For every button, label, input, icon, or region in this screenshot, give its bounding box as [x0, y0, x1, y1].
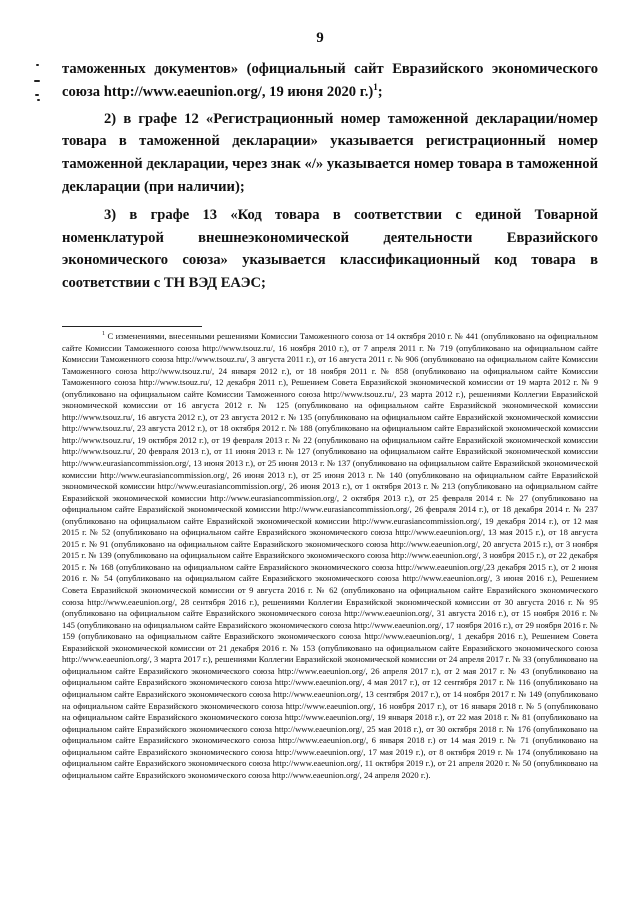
main-text: [62, 58, 598, 295]
footnote: [62, 331, 598, 781]
paragraph-continuation: [62, 58, 598, 104]
scan-artifact-mark: [34, 80, 40, 82]
scan-artifact-mark: [36, 64, 39, 66]
paragraph-end: ;: [377, 83, 383, 100]
scan-artifact-mark: [37, 99, 40, 101]
paragraph-item-2: 2) в графе 12 «Регистрационный номер таможенной декларации/номер товара в таможенной декларации» указывается регистрационный номер таможенной декларации, через знак «/» указывается номер товара в таможенной декларации (при наличии);: [62, 110, 598, 195]
footnote-reference[interactable]: 1: [373, 81, 378, 92]
paragraph-item-3: 3) в графе 13 «Код товара в соответствии с единой Товарной номенклатурой внешнеэкономической деятельности Евразийского экономического союза» указывается классификационный код товара в соответствии с ТН ВЭД ЕАЭС;: [62, 206, 598, 292]
footnote-marker: 1: [102, 331, 105, 338]
page-number: 9: [316, 30, 324, 46]
paragraph-text: таможенных документов» (официальный сайт Евразийского экономического союза http://www.eaeunion.org/, 19 июня 2020 г.): [62, 61, 598, 100]
footnote-text: С изменениями, внесенными решениями Комиссии Таможенного союза от 14 октября 2010 г. № 441 (опубликовано на официальном сайте Комиссии Таможенного союза http://www.tsouz.ru/, 16 ноября 2010 г.), от 7 апреля 2011 г. № 719 (опубликовано на официальном сайте Комиссии Таможенного союза http://www.tsouz.ru/, 3 августа 2011 г.), от 16 августа 2011 г. № 906 (опубликовано на официальном сайте Комиссии Таможенного союза http://www.tsouz.ru/, 24 января 2012 г.), от 18 ноября 2011 г. № 858 (опубликовано на официальном сайте Комиссии Таможенного союза http://www.tsouz.ru/, 12 декабря 2011 г.), Решением Совета Евразийской экономической комиссии от 19 марта 2012 г. № 9 (опубликовано на официальном сайте Комиссии Таможенного союза http://www.tsouz.ru/, 23 марта 2012 г.), решениями Коллегии Евразийской экономической комиссии от 16 августа 2012 г. № 125 (опубликовано на официальном сайте Евразийской экономической комиссии http://www.tsouz.ru/, 16 августа 2012 г.), от 23 августа 2012 г. № 135 (опубликовано на официальном сайте Евразийской экономической комиссии http://www.tsouz.ru/, 23 августа 2012 г.), от 18 октября 2012 г. № 188 (опубликовано на официальном сайте Евразийской экономической комиссии http://www.tsouz.ru/, 19 октября 2012 г.), от 19 февраля 2013 г. № 22 (опубликовано на официальном сайте Евразийской экономической комиссии http://www.tsouz.ru/, 20 февраля 2013 г.), от 11 июня 2013 г. № 127 (опубликовано на официальном сайте Евразийской экономической комиссии http://www.eurasiancommission.org/, 13 июня 2013 г.), от 25 июня 2013 г. № 137 (опубликовано на официальном сайте Евразийской экономической комиссии http://www.eurasiancommission.org/, 26 июня 2013 г.), от 25 июня 2013 г. № 140 (опубликовано на официальном сайте Евразийской экономической комиссии http://www.eurasiancommission.org/, 26 июня 2013 г.), от 1 октября 2013 г. № 213 (опубликовано на официальном сайте Евразийской экономической комиссии http://www.eurasiancommission.org/, 2 октября 2013 г.), от 25 февраля 2014 г. № 27 (опубликовано на официальном сайте Евразийской экономической комиссии http://www.eurasiancommission.org/, 26 февраля 2014 г.), от 18 декабря 2014 г. № 237 (опубликовано на официальном сайте Евразийской экономической комиссии http://www.eurasiancommission.org/, 19 декабря 2014 г.), от 12 мая 2015 г. № 52 (опубликовано на официальном сайте Евразийского экономического союза http://www.eaeunion.org/, 13 мая 2015 г.), от 18 августа 2015 г. № 91 (опубликовано на официальном сайте Евразийского экономического союза http://www.eaeunion.org/, 20 августа 2015 г.), от 3 ноября 2015 г. № 139 (опубликовано на официальном сайте Евразийского экономического союза http://www.eaeunion.org/, 3 ноября 2015 г.), от 22 декабря 2015 г. № 168 (опубликовано на официальном сайте Евразийского экономического союза http://www.eaeunion.org/,23 декабря 2015 г.), от 2 июня 2016 г. № 54 (опубликовано на официальном сайте Евразийского экономического союза http://www.eaeunion.org/, 3 июня 2016 г.), Решением Совета Евразийской экономической комиссии от 9 августа 2016 г. № 62 (опубликовано на официальном сайте Евразийского экономического союза http://www.eaeunion.org/, 28 сентября 2016 г.), решениями Коллегии Евразийской экономической комиссии от 30 августа 2016 г. № 95 (опубликовано на официальном сайте Евразийского экономического союза http://www.eaeunion.org/, 31 августа 2016 г.), от 15 ноября 2016 г. № 145 (опубликовано на официальном сайте Евразийского экономического союза http://www.eaeunion.org/, 17 ноября 2016 г.), от 29 ноября 2016 г. № 159 (опубликовано на официальном сайте Евразийского экономического союза http://www.eaeunion.org/, 1 декабря 2016 г.), Решением Совета Евразийской экономической комиссии от 21 декабря 2016 г. № 153 (опубликовано на официальном сайте Евразийского экономического союза http://www.eaeunion.org/, 3 марта 2017 г.), решениями Коллегии Евразийской экономической комиссии от 24 апреля 2017 г. № 33 (опубликовано на официальном сайте Евразийского экономического союза http://www.eaeunion.org/, 26 апреля 2017 г.), от 2 мая 2017 г. № 43 (опубликовано на официальном сайте Евразийского экономического союза http://www.eaeunion.org/, 4 мая 2017 г.), от 12 сентября 2017 г. № 116 (опубликовано на официальном сайте Евразийского экономического союза http://www.eaeunion.org/, 13 сентября 2017 г.), от 14 ноября 2017 г. № 149 (опубликовано на официальном сайте Евразийского экономического союза http://www.eaeunion.org/, 16 ноября 2017 г.), от 16 января 2018 г. № 5 (опубликовано на официальном сайте Евразийского экономического союза http://www.eaeunion.org/, 19 января 2018 г.), от 22 мая 2018 г. № 81 (опубликовано на официальном сайте Евразийского экономического союза http://www.eaeunion.org/, 25 мая 2018 г.), от 30 октября 2018 г. № 176 (опубликовано на официальном сайте Евразийского экономического союза http://www.eaeunion.org/, 6 января 2018 г.) от 14 мая 2019 г. № 71 (опубликовано на официальном сайте Евразийского экономического союза http://www.eaeunion.org/, 17 мая 2019 г.), от 8 октября 2019 г. № 174 (опубликовано на официальном сайте Евразийского экономического союза http://www.eaeunion.org/, 11 октября 2019 г.), от 21 апреля 2020 г. № 50 (опубликовано на официальном сайте Евразийского экономического союза http://www.eaeunion.org/, 24 апреля 2020 г.).: [62, 331, 598, 780]
footnote-divider: [62, 326, 202, 327]
scan-artifact-mark: [35, 94, 39, 96]
